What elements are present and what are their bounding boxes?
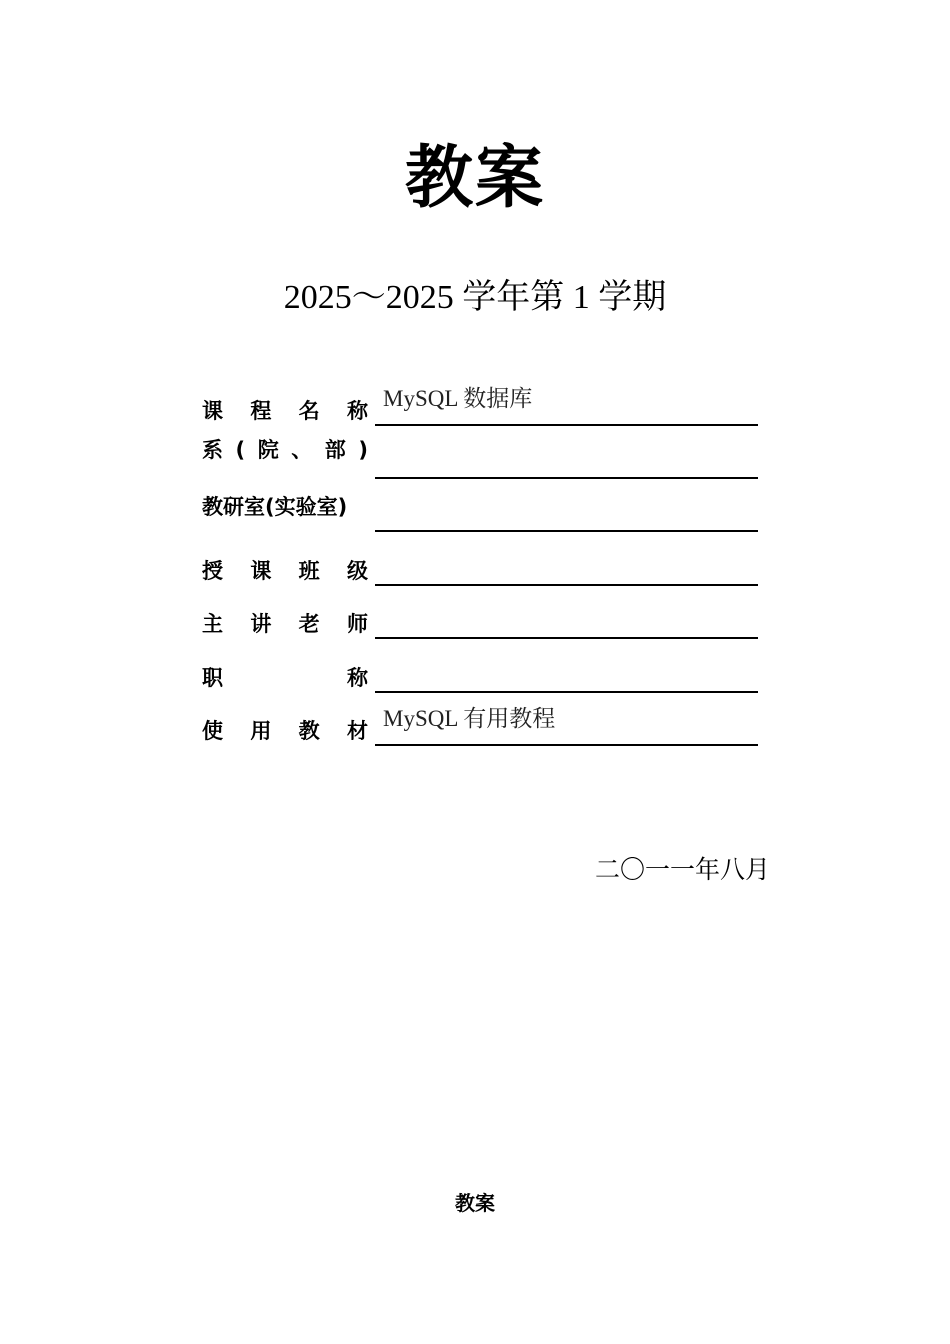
form-row-title-rank <box>202 643 758 693</box>
label-char: 用 <box>250 719 272 743</box>
form-row-class <box>202 536 758 586</box>
label-char: 部 <box>324 438 346 462</box>
label-char: 讲 <box>250 612 272 636</box>
form-label-class <box>202 556 368 586</box>
form-value-textbook: MySQL 有用教程 <box>383 706 556 731</box>
label-char: 称 <box>347 666 368 690</box>
label-char: ) <box>358 438 368 462</box>
form-label-teaching-office: 教研室(实验室) <box>202 495 348 519</box>
label-char: 师 <box>346 612 368 636</box>
page-title: 教案 <box>404 138 545 218</box>
label-char: 名 <box>298 399 320 423</box>
label-char: 级 <box>346 559 368 583</box>
form-field-textbook[interactable] <box>375 704 758 746</box>
date-text: 二〇一一年八月 <box>594 855 770 884</box>
label-char: 授 <box>202 559 223 583</box>
form-label-teacher <box>202 609 368 639</box>
label-char: 程 <box>250 399 272 423</box>
form-row-course-name <box>202 376 758 426</box>
label-char: 材 <box>346 719 368 743</box>
form-field-class[interactable] <box>375 544 758 586</box>
label-char: 系 <box>202 438 223 462</box>
form-field-title-rank[interactable] <box>375 651 758 693</box>
label-char: 主 <box>202 612 223 636</box>
label-char: 教 <box>298 719 320 743</box>
form-value-course-name: MySQL 数据库 <box>383 386 533 411</box>
label-char: 称 <box>346 399 368 423</box>
form-label-department <box>202 435 368 465</box>
form-field-teacher[interactable] <box>375 597 758 639</box>
label-char: 课 <box>202 399 223 423</box>
semester-text: 2025～2025 学年第 1 学期 <box>283 279 667 316</box>
label-char: 院 <box>257 438 279 462</box>
label-char: 职 <box>202 666 223 690</box>
form-row-department <box>202 429 758 479</box>
form-row-teaching-office <box>202 482 758 532</box>
form-field-teaching-office[interactable] <box>375 490 758 532</box>
label-char: ( <box>235 438 246 462</box>
form-row-textbook <box>202 696 758 746</box>
form-field-department[interactable] <box>375 437 758 479</box>
form-label-title-rank <box>202 663 368 693</box>
form-label-course-name <box>202 396 368 426</box>
form-label-textbook <box>202 716 368 746</box>
label-char: 、 <box>291 438 313 462</box>
label-char: 使 <box>202 719 223 743</box>
form-field-course-name[interactable] <box>375 384 758 426</box>
form-row-teacher <box>202 589 758 639</box>
label-char: 班 <box>298 559 320 583</box>
label-char: 老 <box>298 612 320 636</box>
label-char: 课 <box>250 559 272 583</box>
footer-text: 教案 <box>455 1191 495 1215</box>
